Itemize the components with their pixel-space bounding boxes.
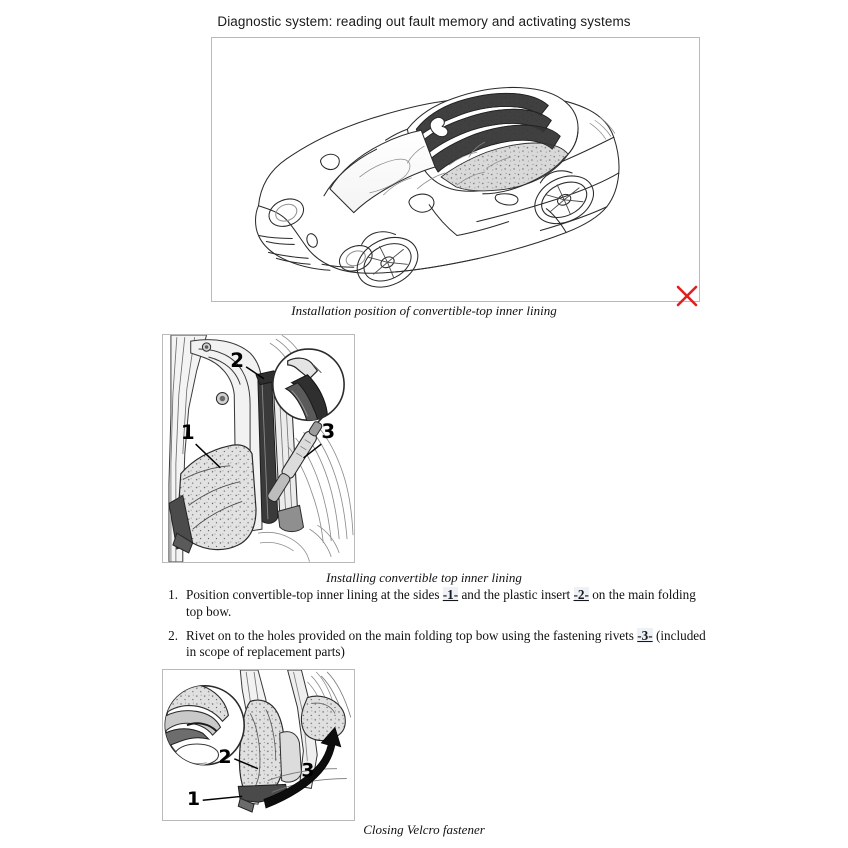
step-text-part: Rivet on to the holes provided on the main folding top bow using the fastening rivets <box>186 627 638 643</box>
step-text-part: and the plastic insert <box>458 587 574 602</box>
figure-caption-3: Closing Velcro fastener <box>363 822 485 837</box>
step-number: 1. <box>168 587 178 602</box>
page-title: Diagnostic system: reading out fault memory and activating systems <box>217 14 631 29</box>
callout-2: 2 <box>230 348 245 372</box>
figure-closing-velcro-fastener <box>162 669 355 821</box>
list-item <box>158 628 710 662</box>
callout-1: 1 <box>186 789 201 811</box>
step-text-part: on the main folding top bow. <box>186 587 696 619</box>
list-item <box>158 587 710 621</box>
part-reference-2[interactable]: -2- <box>573 587 589 602</box>
part-reference-1[interactable]: -1- <box>442 587 459 602</box>
step-text-part: Position convertible-top inner lining at the sides <box>186 587 443 602</box>
red-x-icon <box>674 283 700 309</box>
callout-1: 1 <box>180 421 195 445</box>
procedure-steps <box>158 587 710 668</box>
step-text <box>186 587 710 621</box>
figure-convertible-top-installation-position <box>211 37 700 302</box>
callout-2: 2 <box>218 746 232 768</box>
callout-3: 3 <box>321 420 336 444</box>
figure-caption-1: Installation position of convertible-top inner lining <box>291 303 557 318</box>
part-reference-3[interactable]: -3- <box>637 627 653 643</box>
step-number: 2. <box>168 627 178 643</box>
figure-installing-inner-lining <box>162 334 355 563</box>
callout-3: 3 <box>301 760 315 782</box>
step-text-part: (included in scope of replacement parts) <box>186 627 706 660</box>
figure-caption-2: Installing convertible top inner lining <box>326 570 522 585</box>
step-text <box>186 628 710 662</box>
